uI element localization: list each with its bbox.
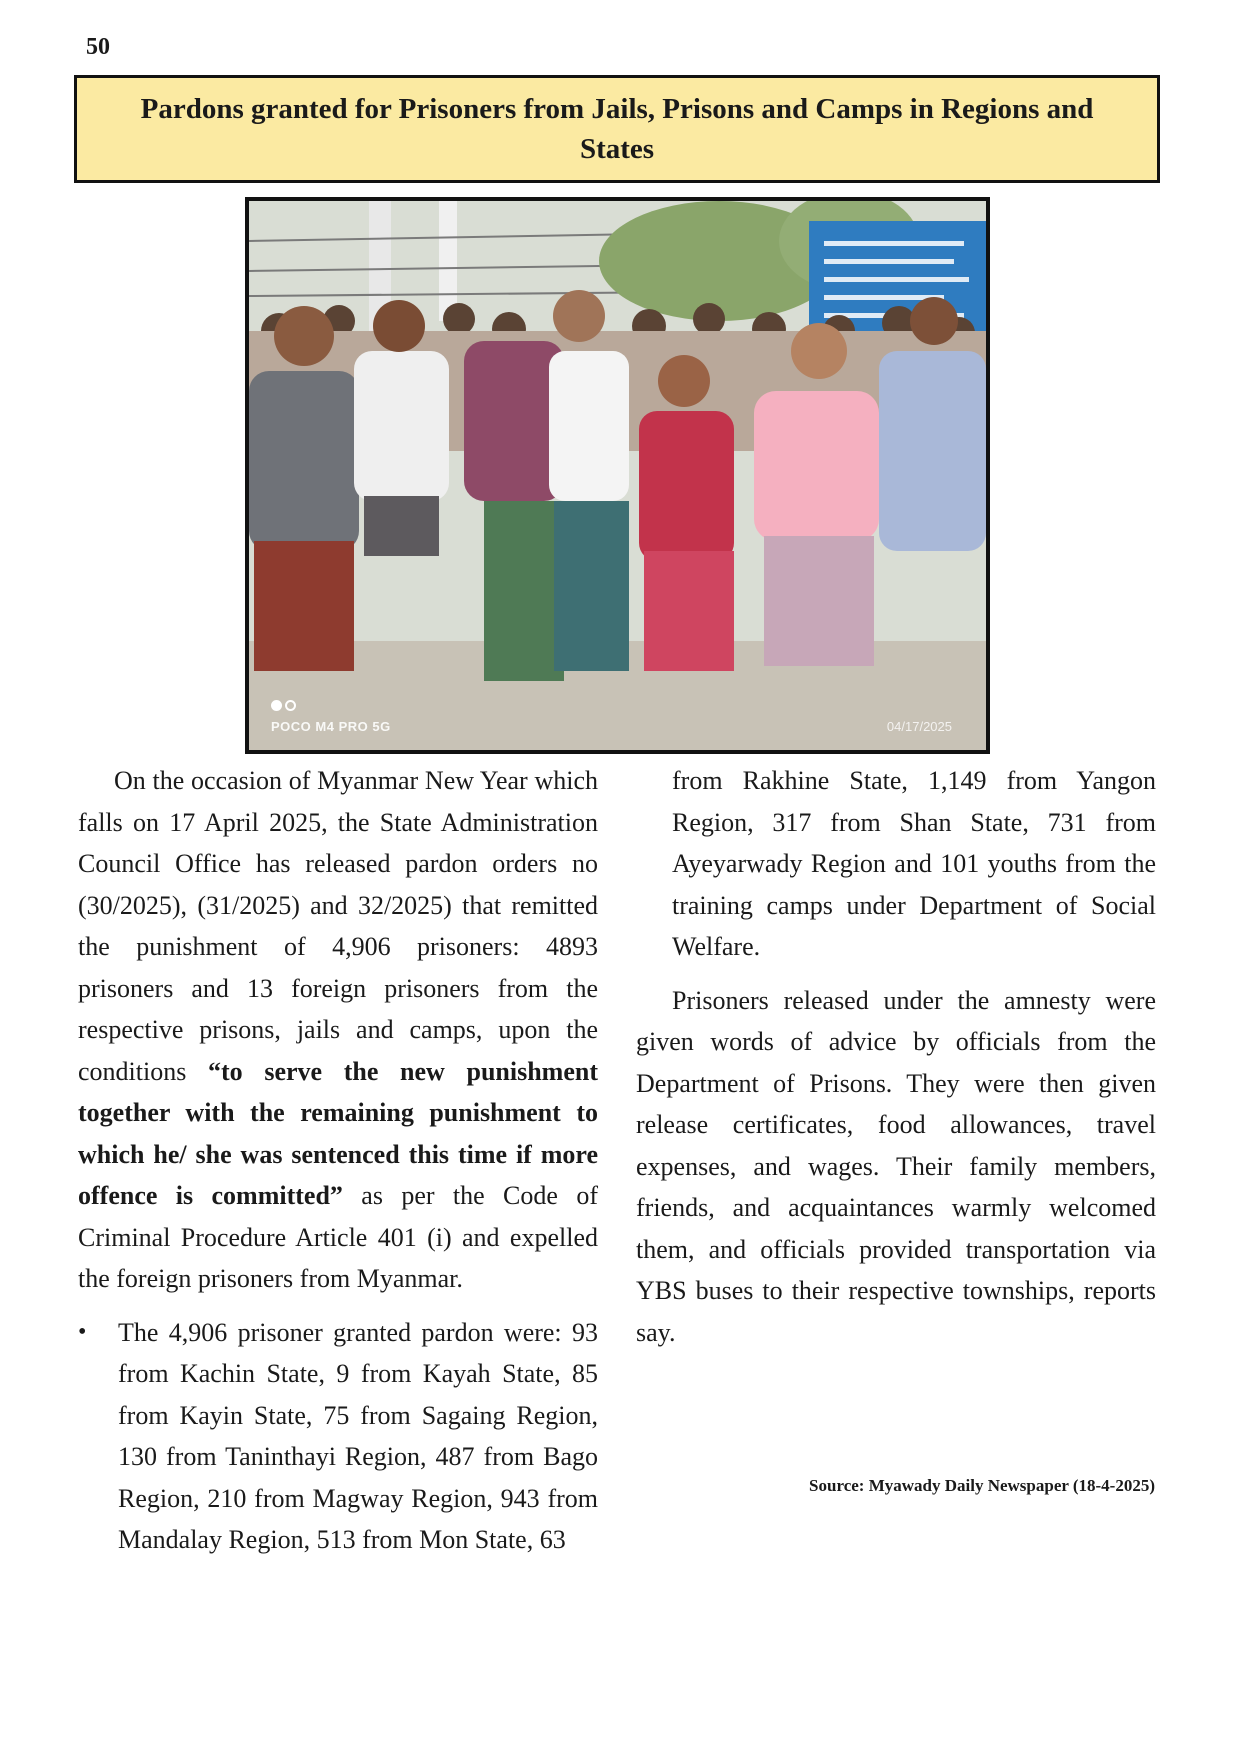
pardon-conditions-bold: “to serve the new punishment together with the remaining punishment to which he/ she was sentenced this time if more offence is committed” <box>78 1056 598 1210</box>
release-paragraph: Prisoners released under the amnesty were given words of advice by officials from the Department of Prisons. They were then given release certificates, food allowances, travel expenses, and wages. Their family members, friends, and acquaintances warmly welcomed them, and officials provided transportation via YBS buses to their respective townships, reports say. <box>636 985 1156 1347</box>
intro-paragraph <box>78 760 598 1300</box>
crowd-photo-illustration <box>249 201 986 750</box>
intro-text-end: as per the Code of Criminal Procedure Article 401 (i) and expelled the foreign prisoners from Myanmar. <box>78 1181 598 1293</box>
title-box <box>74 75 1160 183</box>
page-number: 50 <box>86 34 110 60</box>
left-column <box>78 760 598 1561</box>
article-title: Pardons granted for Prisoners from Jails, Prisons and Camps in Regions and States <box>140 93 1094 165</box>
intro-text: On the occasion of Myanmar New Year which falls on 17 April 2025, the State Administration Council Office has released pardon orders no (30/2025), (31/2025) and 32/2025) that remitted the punishment of 4,906 prisoners: 4893 prisoners and 13 foreign prisoners from the respective prisons, jails and camps, upon the conditions <box>78 766 598 1086</box>
pardon-breakdown-item: • The 4,906 prisoner granted pardon were: 93 from Kachin State, 9 from Kayah State, 85 from Kayin State, 75 from Sagaing Region, 130 from Taninthayi Region, 487 from Bago Region, 210 from Magway Region, 943 from Mandalay Region, 513 from Mon State, 63 <box>78 1312 598 1561</box>
news-photo <box>245 197 990 754</box>
camera-watermark: POCO M4 PRO 5G <box>271 719 391 734</box>
photo-date-stamp: 04/17/2025 <box>886 719 952 734</box>
pardon-breakdown-list <box>78 1312 598 1561</box>
source-credit: Source: Myawady Daily Newspaper (18-4-2025) <box>809 1476 1155 1495</box>
right-column <box>636 760 1156 1353</box>
pardon-breakdown-continued: from Rakhine State, 1,149 from Yangon Region, 317 from Shan State, 731 from Ayeyarwady Region and 101 youths from the training camps under Department of Social Welfare. <box>672 766 1156 961</box>
camera-dots-icon <box>271 698 299 716</box>
